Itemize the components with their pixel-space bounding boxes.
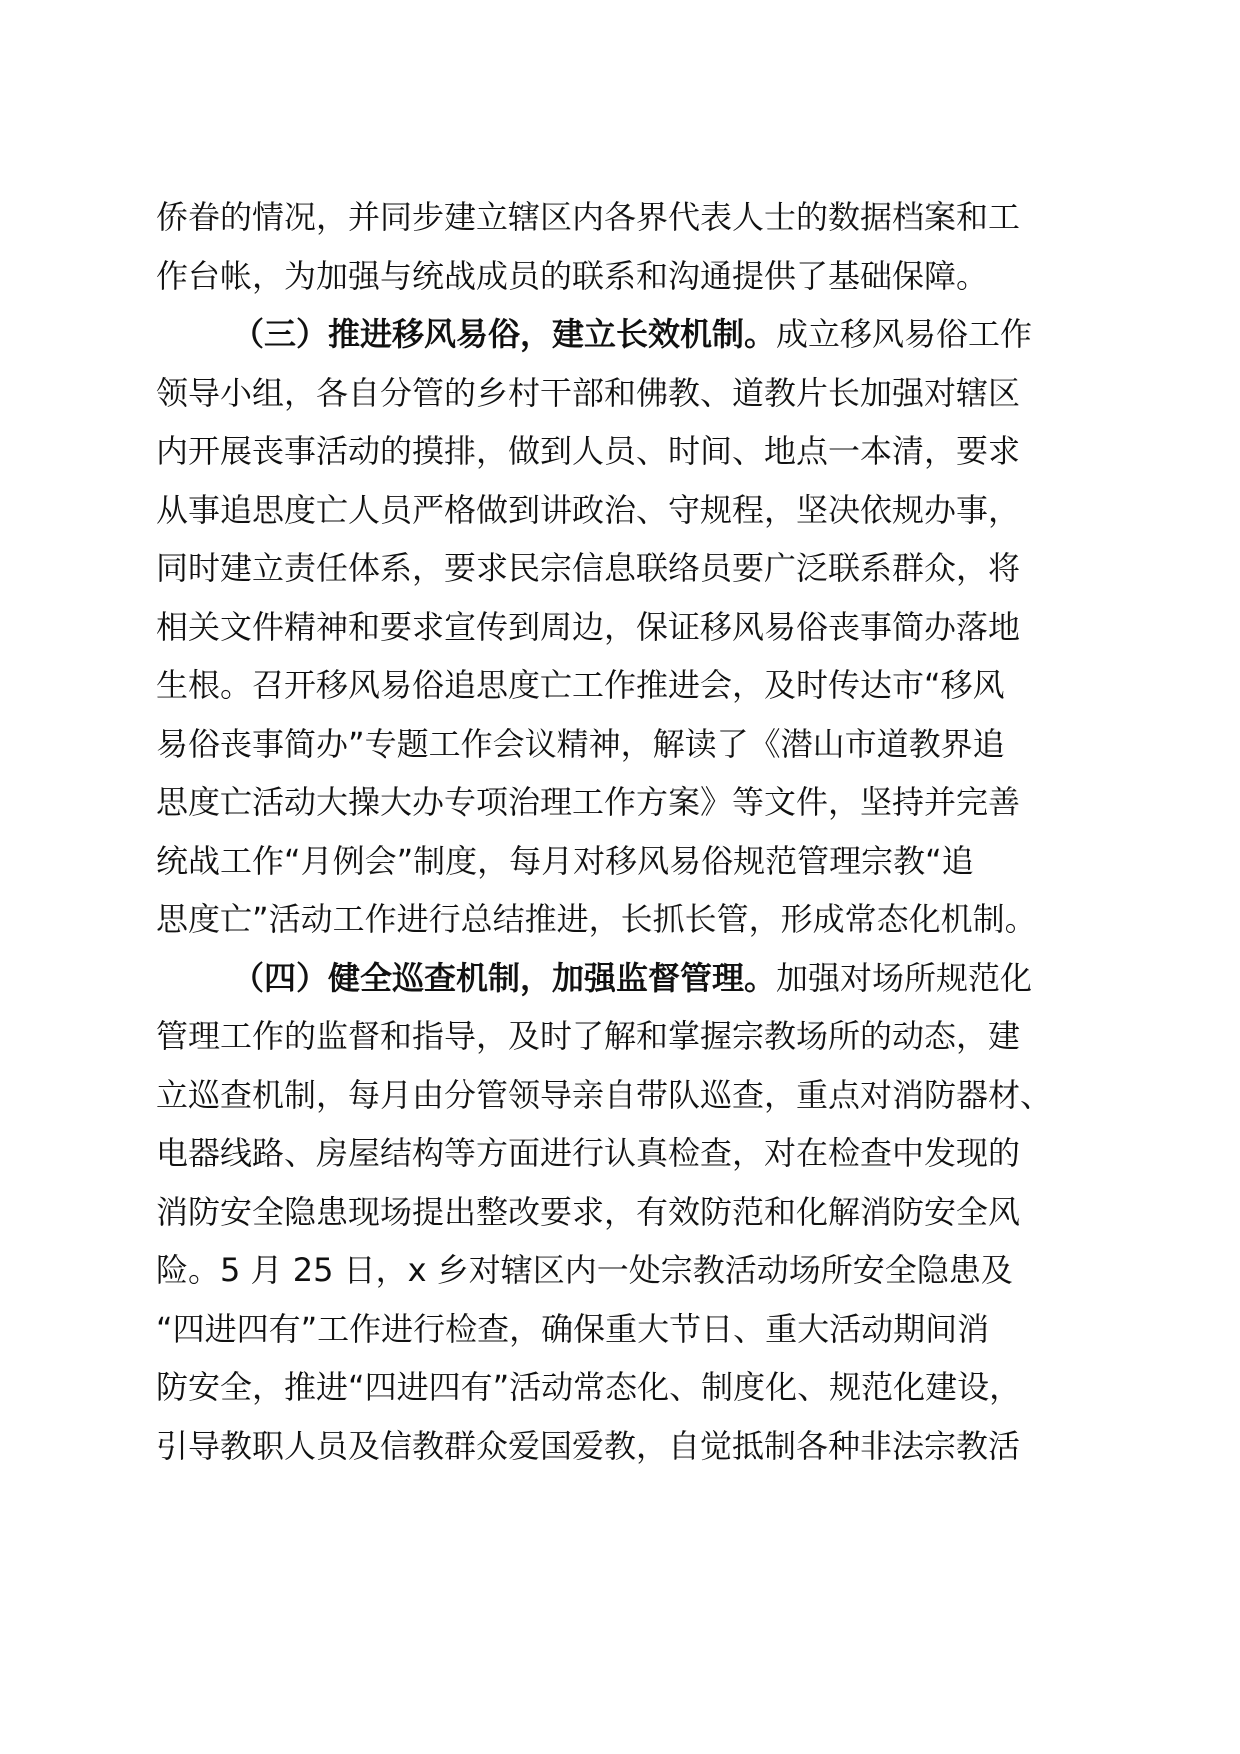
section-heading: （三）推进移风易俗，建立长效机制。 [232,315,777,353]
text-line: 作台帐，为加强与统战成员的联系和沟通提供了基础保障。 [156,256,989,295]
text-line: 从事追思度亡人员严格做到讲政治、守规程，坚决依规办事， [156,490,1021,529]
text-line: 防安全，推进“四进四有”活动常态化、制度化、规范化建设， [156,1368,1022,1406]
text-line: 消防安全隐患现场提出整改要求，有效防范和化解消防安全风 [156,1192,1021,1231]
body-text [156,188,1096,1475]
section-heading-line [156,949,1096,1008]
text-line: 易俗丧事简办”专题工作会议精神，解读了《潜山市道教界追 [156,724,1005,763]
text-run: 加强对场所规范化 [776,958,1033,997]
text-line: 领导小组，各自分管的乡村干部和佛教、道教片长加强对辖区 [156,373,1021,412]
text-line: 统战工作“月例会”制度，每月对移风易俗规范管理宗教“追 [156,841,974,880]
text-line: 电器线路、房屋结构等方面进行认真检查，对在检查中发现的 [156,1134,1021,1172]
text-line: 思度亡活动大操大办专项治理工作方案》等文件，坚持并完善 [156,783,1021,821]
text-line: 侨眷的情况，并同步建立辖区内各界代表人士的数据档案和工 [156,198,1021,236]
text-line: 管理工作的监督和指导，及时了解和掌握宗教场所的动态，建 [156,1017,1021,1055]
text-line: 引导教职人员及信教群众爱国爱教，自觉抵制各种非法宗教活 [156,1426,1021,1465]
text-line: 同时建立责任体系，要求民宗信息联络员要广泛联系群众，将 [156,549,1021,587]
text-line: 生根。召开移风易俗追思度亡工作推进会，及时传达市“移风 [156,666,1005,704]
section-heading-line [156,305,1096,364]
text-line: 思度亡”活动工作进行总结推进，长抓长管，形成常态化机制。 [156,900,1037,938]
text-line: 立巡查机制，每月由分管领导亲自带队巡查，重点对消防器材、 [156,1075,1053,1114]
text-line: 内开展丧事活动的摸排，做到人员、时间、地点一本清，要求 [156,432,1021,470]
text-line: 险。5 月 25 日，x 乡对辖区内一处宗教活动场所安全隐患及 [156,1251,1013,1289]
text-line: “四进四有”工作进行检查，确保重大节日、重大活动期间消 [156,1309,990,1348]
text-line: 相关文件精神和要求宣传到周边，保证移风易俗丧事简办落地 [156,607,1021,646]
section-heading: （四）健全巡查机制，加强监督管理。 [232,958,777,997]
text-run: 成立移风易俗工作 [776,315,1033,353]
